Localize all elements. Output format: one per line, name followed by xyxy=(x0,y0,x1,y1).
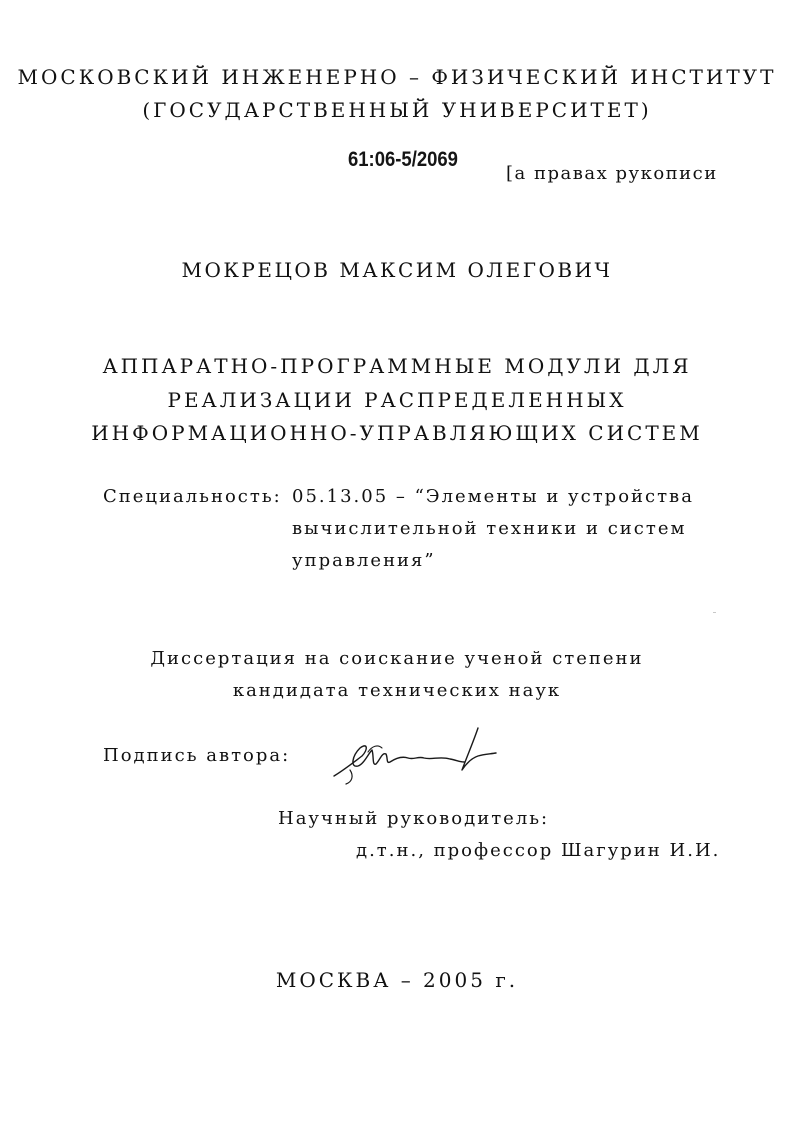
thesis-title-line-2: РЕАЛИЗАЦИИ РАСПРЕДЕЛЕННЫХ xyxy=(167,388,627,412)
thesis-title-line-1: АППАРАТНО-ПРОГРАММНЫЕ МОДУЛИ ДЛЯ xyxy=(102,354,692,378)
author-signature-icon xyxy=(328,726,498,786)
thesis-title-line-3: ИНФОРМАЦИОННО-УПРАВЛЯЮЩИХ СИСТЕМ xyxy=(91,421,703,445)
specialty-line-3: управления” xyxy=(292,550,436,571)
archive-stamp-code: 61:06-5/2069 xyxy=(348,148,458,171)
degree-line-2: кандидата технических наук xyxy=(232,680,562,701)
specialty-line-2: вычислительной техники и систем xyxy=(292,518,687,539)
institution-name: МОСКОВСКИЙ ИНЖЕНЕРНО – ФИЗИЧЕСКИЙ ИНСТИТУТ xyxy=(17,65,777,89)
scan-speck xyxy=(713,612,716,613)
specialty-line-1: 05.13.05 – “Элементы и устройства xyxy=(292,486,694,507)
specialty-label: Специальность: xyxy=(103,486,282,507)
manuscript-note: [а правах рукописи xyxy=(506,163,718,184)
degree-line-1: Диссертация на соискание ученой степени xyxy=(150,648,644,669)
author-signature-label: Подпись автора: xyxy=(103,745,291,766)
author-name: МОКРЕЦОВ МАКСИМ ОЛЕГОВИЧ xyxy=(181,258,613,282)
city-year: МОСКВА – 2005 г. xyxy=(275,968,519,992)
supervisor-name: д.т.н., профессор Шагурин И.И. xyxy=(356,840,721,861)
supervisor-label: Научный руководитель: xyxy=(278,808,550,829)
institution-status: (ГОСУДАРСТВЕННЫЙ УНИВЕРСИТЕТ) xyxy=(142,98,652,122)
